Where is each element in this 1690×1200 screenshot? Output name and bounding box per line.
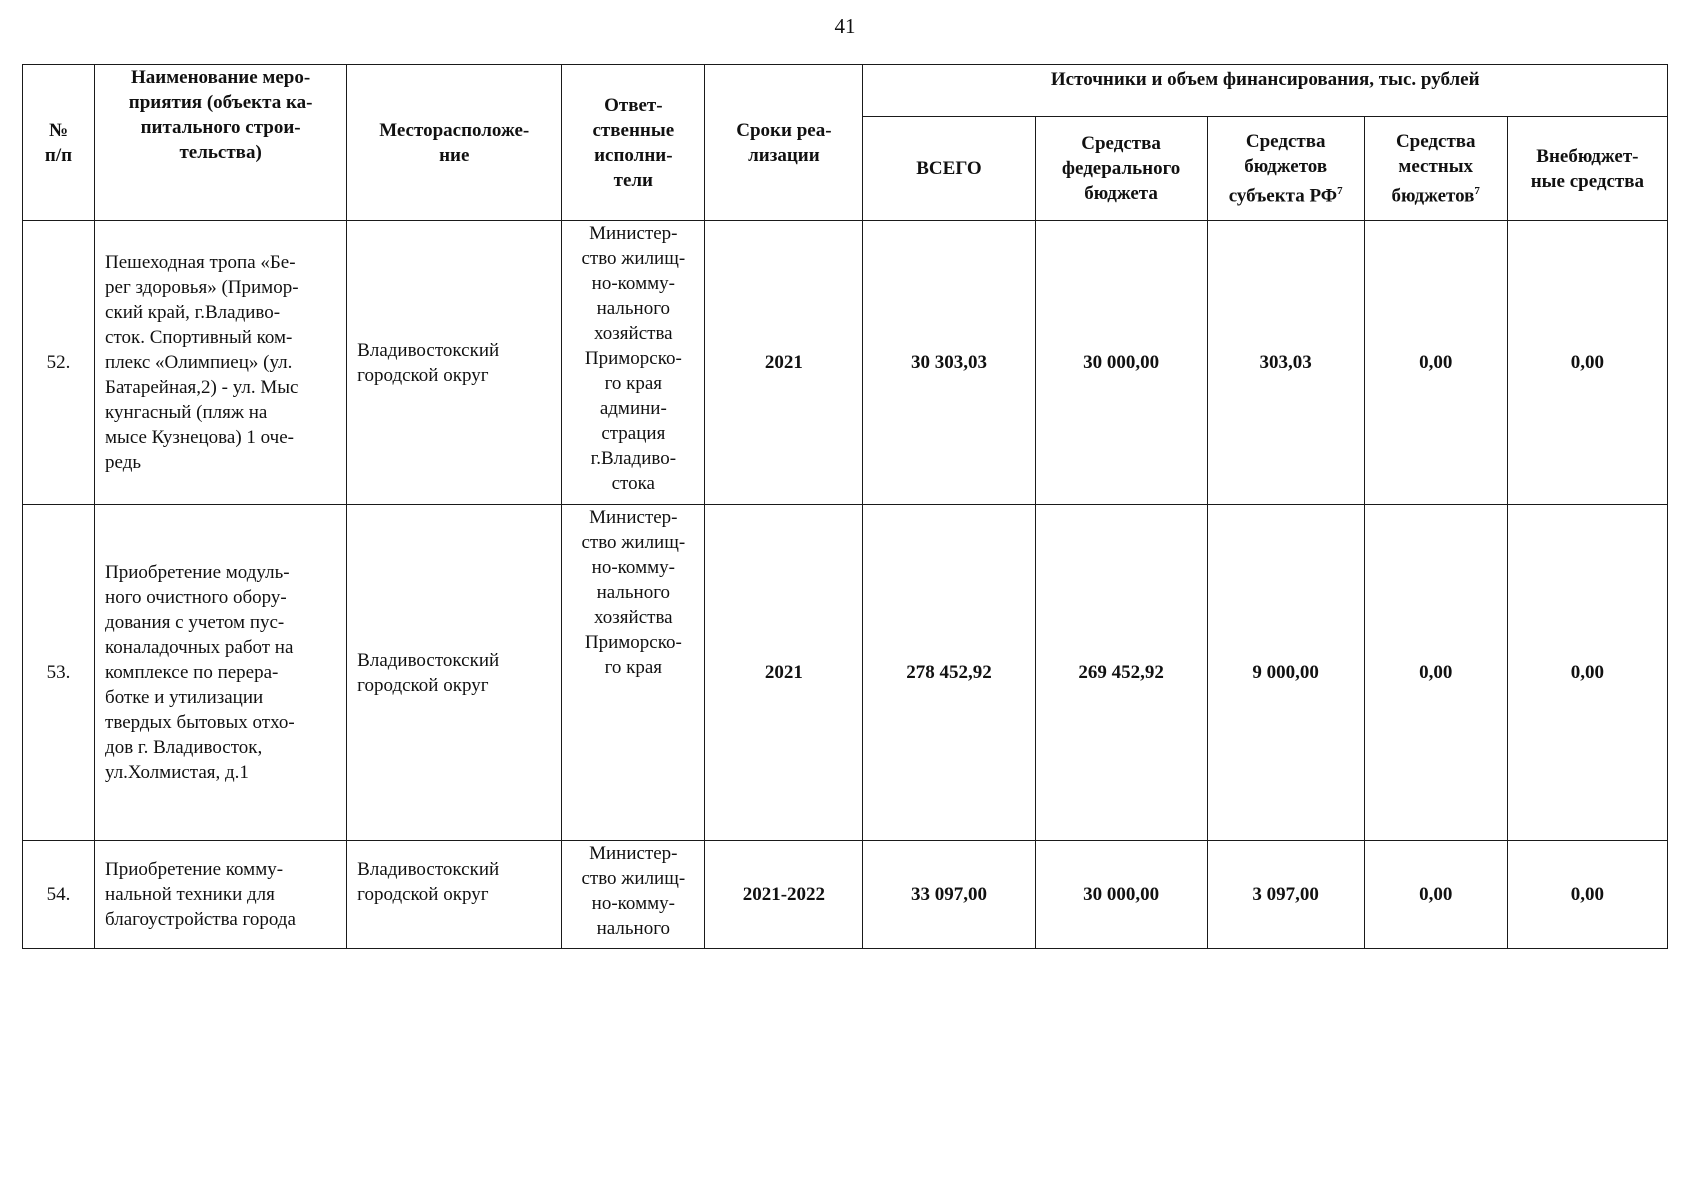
row-location: Владивостокский городской округ bbox=[347, 221, 562, 505]
row-extra: 0,00 bbox=[1507, 505, 1667, 841]
row-name: Пешеходная тропа «Бе- рег здоровья» (Примор- ский край, г.Владиво- сток. Спортивный ком- плекс «Олимпиец» (ул. Батарейная,2) - ул. Мыс кунгасный (пляж на мысе Кузнецова) 1 оче- редь bbox=[95, 221, 347, 505]
header-federal: Средства федерального бюджета bbox=[1035, 117, 1207, 221]
row-extra: 0,00 bbox=[1507, 221, 1667, 505]
table-row bbox=[23, 841, 1668, 949]
header-period: Сроки реа- лизации bbox=[705, 65, 863, 221]
row-period: 2021-2022 bbox=[705, 841, 863, 949]
row-num: 52. bbox=[23, 221, 95, 505]
row-subject: 303,03 bbox=[1207, 221, 1364, 505]
row-local: 0,00 bbox=[1364, 841, 1507, 949]
row-location: Владивостокский городской округ bbox=[347, 505, 562, 841]
row-local: 0,00 bbox=[1364, 505, 1507, 841]
row-responsible: Министер- ство жилищ- но-комму- нального bbox=[562, 841, 705, 949]
row-name: Приобретение комму- нальной техники для благоустройства города bbox=[95, 841, 347, 949]
header-num: № п/п bbox=[23, 65, 95, 221]
row-subject: 3 097,00 bbox=[1207, 841, 1364, 949]
row-responsible: Министер- ство жилищ- но-комму- нального хозяйства Приморско- го края админи- страция г.Владиво- стока bbox=[562, 221, 705, 505]
row-total: 33 097,00 bbox=[863, 841, 1035, 949]
row-federal: 30 000,00 bbox=[1035, 221, 1207, 505]
row-extra: 0,00 bbox=[1507, 841, 1667, 949]
header-location: Месторасположе- ние bbox=[347, 65, 562, 221]
header-funding-group: Источники и объем финансирования, тыс. рублей bbox=[863, 65, 1668, 117]
header-extra: Внебюджет- ные средства bbox=[1507, 117, 1667, 221]
header-total: ВСЕГО bbox=[863, 117, 1035, 221]
row-total: 30 303,03 bbox=[863, 221, 1035, 505]
row-name: Приобретение модуль- ного очистного обору- дования с учетом пус- коналадочных работ на комплексе по перера- ботке и утилизации твердых бытовых отхо- дов г. Владивосток, ул.Холмистая, д.1 bbox=[95, 505, 347, 841]
row-federal: 30 000,00 bbox=[1035, 841, 1207, 949]
table-row bbox=[23, 505, 1668, 841]
row-location: Владивостокский городской округ bbox=[347, 841, 562, 949]
row-num: 53. bbox=[23, 505, 95, 841]
row-period: 2021 bbox=[705, 505, 863, 841]
header-name: Наименование меро- приятия (объекта ка- питального строи- тельства) bbox=[95, 65, 347, 221]
row-period: 2021 bbox=[705, 221, 863, 505]
header-responsible: Ответ- ственные исполни- тели bbox=[562, 65, 705, 221]
row-subject: 9 000,00 bbox=[1207, 505, 1364, 841]
row-total: 278 452,92 bbox=[863, 505, 1035, 841]
header-subject: Средства бюджетов субъекта $РФ^7$ bbox=[1207, 117, 1364, 221]
row-federal: 269 452,92 bbox=[1035, 505, 1207, 841]
row-num: 54. bbox=[23, 841, 95, 949]
funding-table bbox=[22, 64, 1668, 949]
header-local: Средства местных бюджетов$^7$ bbox=[1364, 117, 1507, 221]
page-number: 41 bbox=[834, 14, 856, 38]
row-responsible: Министер- ство жилищ- но-комму- нального хозяйства Приморско- го края bbox=[562, 505, 705, 841]
row-local: 0,00 bbox=[1364, 221, 1507, 505]
table-row bbox=[23, 221, 1668, 505]
table-header bbox=[23, 65, 1668, 221]
